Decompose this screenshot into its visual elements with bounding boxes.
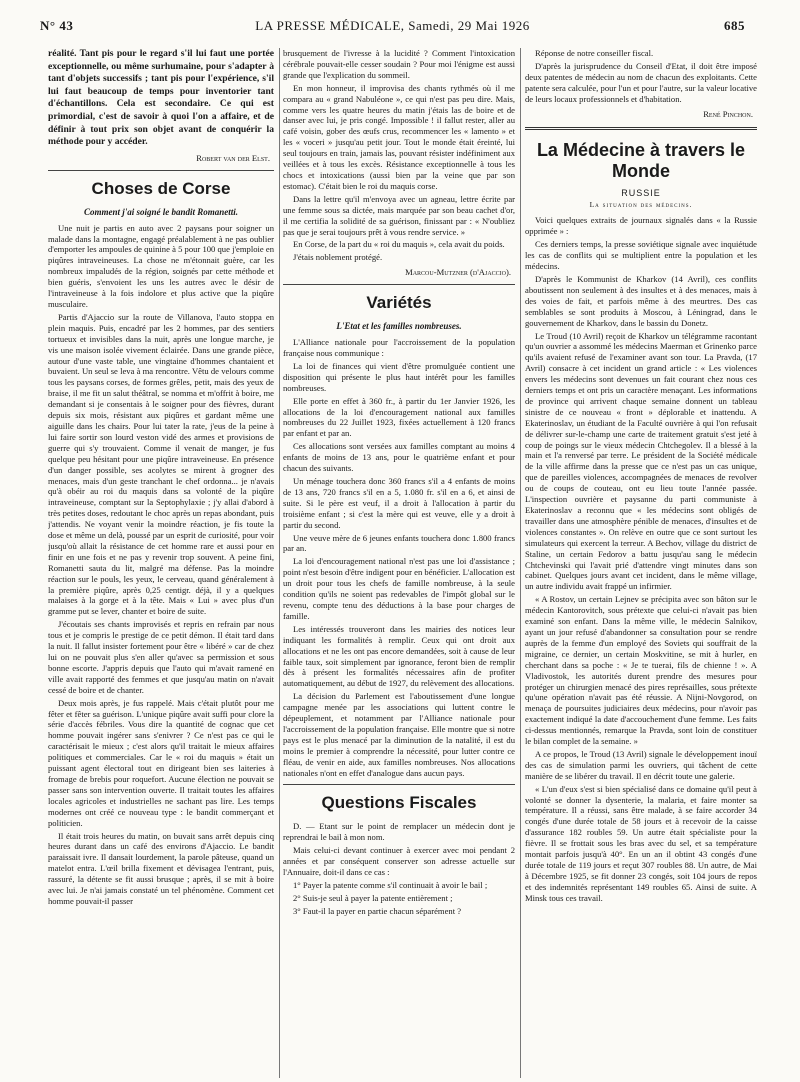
- paragraph: D'après le Kommunist de Kharkov (14 Avril), ces conflits aboutissent non seulement à des insultes et à des menaces, mais à des voies de fait, et parfois même à des meurtres. Des cas semblables se sont produits à Moscou, à Léningrad, dans le gouvernement de Kharkov, dans le bassin du Donetz.: [525, 273, 757, 328]
- column-divider: [279, 48, 280, 1078]
- section-title-medecine-monde: La Médecine à travers le Monde: [536, 140, 746, 182]
- paragraph: A ce propos, le Troud (13 Avril) signale le développement inouï des cas de simulation parmi les ouvriers, qui tâchent de cette manière de se libérer du travail. Il en décrit toute une galerie.: [525, 748, 757, 781]
- paragraph: « L'un d'eux s'est si bien spécialisé dans ce domaine qu'il peut à volonté se donner la dysenterie, la malaria, et faire monter sa température. Il a réussi, sans être malade, à se faire accorder 34 congés d'une durée totale de 58 jours et à recevoir de la caisse d'assurance 182 roubles 59. Un autre était spécialiste pour la fièvre. Il se frottait sous les bras avec du sel, et sa température montait parfois jusqu'à 40°. En un an il obtint 43 congés d'une durée totale de 119 jours et reçut 307 roubles 88. Un autre, de Mai à Décembre 1925, se fit donner 23 congés, soit 104 jours de repos et des indemnités représentant 149 roubles 65. Ainsi de suite. A Minsk tous ces travail.: [525, 783, 757, 903]
- column-divider: [520, 48, 521, 1078]
- paragraph: Réponse de notre conseiller fiscal.: [535, 48, 654, 58]
- issue-number: N° 43: [40, 18, 74, 33]
- signature: René Pinchon.: [703, 108, 753, 119]
- section-rule: [283, 284, 515, 285]
- paragraph: L'Alliance nationale pour l'accroissement de la population française nous communique :: [283, 337, 515, 359]
- paragraph: Une nuit je partis en auto avec 2 paysans pour soigner un malade dans la montagne, engagé préalablement à ne pas oublier d'emporter les ampoules de quinine à 5 pour 100 que j'emploie en piqûres intraveineuses. La chose ne m'étonnait guère, car les nombreux impaludés de la région, soignés par cette méthode et bien guéris, s'envoient les uns les autres avec le désir de l'intraveineuse à la fois indolore et plus active que la piqûre musculaire.: [48, 222, 274, 309]
- paragraph: Le Troud (10 Avril) reçoit de Kharkov un télégramme racontant qu'un ouvrier a assommé les médecins Maerman et Grinenko parce qu'ils avaient refusé de l'examiner avant son tour. La Pravda, (17 Avril) consacre à cet incident un grand article : « Les violences envers les médecins sont devenues un fait courant chez nous ces derniers temps et ont pris un caractère menaçant. Les informations de province qui arrivent chaque semaine donnent un tableau sinistre de ce nouveau « front » déplorable et inattendu. A Ekaterinoslav, un étudiant de la Faculté ouvrière à qui l'on refusait de délivrer sur-le-champ une carte de traitement gratuit s'est jeté à coup de poings sur le vieux médecin Chtchegolev. Il a blessé à la main et l'a renversé par terre. Le président de la Société médicale de la ville affirme dans la presse que ce n'est pas un cas unique, que de pareilles violences, accompagnées de menaces de revolver ou de coups de couteau, ont eu lieu toute l'année passée. L'inspection ouvrière et paysanne du parti communiste à Ekaterinoslav a reconnu que « les médecins sont obligés de travailler dans une atmosphère pénible de menaces, d'insultes et de violences constantes ». On relève en outre que ce sont surtout les simulateurs qui exercent la terreur. A Bechov, village du district de Staline, un certain Fedorov a battu jusqu'au sang le médecin Chtchevinski qui l'avait prié d'attendre vingt minutes dans son cabinet. Quelques jours avant cet incident, dans le même village, un autre individu avait frappé un infirmier.: [525, 330, 757, 592]
- section-rule: [283, 784, 515, 785]
- paragraph: 1° Payer la patente comme s'il continuait à avoir le bail ;: [293, 880, 488, 890]
- paragraph: J'étais noblement protégé.: [293, 252, 383, 263]
- paragraph: La loi d'encouragement national n'est pas une loi d'assistance ; point n'est besoin d'être indigent pour en bénéficier. L'allocation est un droit pour tous les chefs de famille nombreuse, à la seule condition qu'ils ne soient pas redevables de l'impôt global sur le revenu, compte tenu des déductions à la base pour charges de famille.: [283, 556, 515, 621]
- paragraph: La loi de finances qui vient d'être promulguée contient une disposition qui présente le plus haut intérêt pour les familles nombreuses.: [283, 360, 515, 393]
- intro-bold-text: réalité. Tant pis pour le regard s'il lui faut une portée exceptionnelle, ou même surhumaine, pour s'adapter à tant d'objets successifs ; tant pis pour l'expérience, s'il lui faut beaucoup de temps pour inventorier tant d'échantillons. Cela est secondaire. Ce qui est primordial, c'est de savoir à quoi l'on a affaire, et de définir à tout prix son objet avant de conquérir la méthode pour y accéder.: [48, 48, 274, 148]
- column-3: [525, 48, 757, 1078]
- paragraph: Les intéressés trouveront dans les mairies des notices leur indiquant les formalités à remplir. Ceux qui ont droit aux allocations et ne les ont pas encore demandées, soit à cause de leur faible taux, soit simplement par ignorance, feront bien de remplir dès à présent les formalités nécessaires afin de profiter automatiquement, au début de 1927, du relèvement des allocations.: [283, 623, 515, 689]
- paragraph: Ces allocations sont versées aux familles comptant au moins 4 enfants de moins de 13 ans, pour le quatrième enfant et pour chacun des suivants.: [283, 441, 515, 474]
- page-header: [40, 18, 745, 40]
- section-title-corse: Choses de Corse: [91, 178, 231, 198]
- paragraph: « A Rostov, un certain Lejnev se précipita avec son bâton sur le médecin Kantorovitch, sous prétexte que celui-ci n'avait pas bien examiné son enfant. Dans la même ville, le médecin Salnikov, ayant un jour refusé d'abandonner sa consultation pour se rendre auprès de la femme d'un employé des Soviets qui souffrait de la migraine, ce dernier, un certain Moskvitine, se mit à hurler, en cherchant dans sa poche : « Je te tuerai, fils de chienne ! ». A Vladivostok, les autorités durent prendre des mesures pour protéger un chirurgien menacé des pires représailles, sous prétexte qu'une opération n'avait pas été réussie. A Nijni-Novgorod, on menaça de poursuites judiciaires deux médecins, pour n'avoir pas exactement indiqué la date d'accouchement d'une femme. Les faits ci-dessus mentionnés, remarque la Pravda, sont loin de constituer le bilan complet de la semaine. »: [525, 594, 757, 747]
- signature: Marcou-Mutzner (d'Ajaccio).: [405, 267, 511, 278]
- paragraph: brusquement de l'ivresse à la lucidité ? Comment l'intoxication cérébrale pouvait-elle cesser soudain ? Pour moi l'énigme est aussi grande que l'explication du sommeil.: [283, 48, 515, 80]
- section-title-fiscales: Questions Fiscales: [321, 793, 477, 813]
- column-1: [48, 48, 274, 1078]
- page-number: 685: [724, 18, 745, 33]
- paragraph: En Corse, de la part du « roi du maquis », cela avait du poids.: [293, 239, 505, 250]
- paragraph: D. — Etant sur le point de remplacer un médecin dont je reprendrai le bail à mon nom.: [283, 821, 515, 843]
- article-subtitle: Comment j'ai soigné le bandit Romanetti.: [83, 206, 238, 217]
- journal-title: LA PRESSE MÉDICALE, Samedi, 29 Mai 1926: [255, 18, 530, 33]
- paragraph: La décision du Parlement est l'aboutissement d'une longue campagne menée par les associations qui luttent contre le dépeuplement, et notamment par l'Alliance nationale pour l'accroissement de la population française. Elle montre que si notre pays est le plus menacé par la diminution de la natalité, il est du moins le premier à comprendre la nécessité, pour lutter contre ce fléau, de venir en aide, aux familles nombreuses. Nos allocations nationales n'ont en effet d'analogue dans aucun pays.: [283, 691, 515, 778]
- column-2: [283, 48, 515, 1078]
- paragraph: En mon honneur, il improvisa des chants rythmés où il me compara au « grand Nabuléone », ce qui n'est pas peu dire. Mais, comme vers les quatre heures du matin j'étais las de boire et de danser avec lui, je pris congé. Impossible ! il fallut rester, aller au café voisin, gober des œufs crus, recommencer les « lamento » et les « voceri » jusqu'au petit jour. Tout le monde était éreinté, lui seul toujours en train, jamais las, pouvant résister indéfiniment aux veillées et à tous les excès. Résistance exceptionnelle à tous les chocs et intoxications (aussi bien par la veine que par son estomac). C'était bien le roi du maquis corse.: [283, 82, 515, 191]
- paragraph: D'après la jurisprudence du Conseil d'Etat, il doit être imposé deux patentes de médecin au nom de chacun des exploitants. Cette patente sera calculée, pour l'un et pour l'autre, sur la valeur locative de leurs locaux professionnels et d'habitation.: [525, 60, 757, 104]
- paragraph: Dans la lettre qu'il m'envoya avec un agneau, lettre écrite par une femme sous sa dictée, mais marquée par son beau cachet d'or, il me certifia la solidité de sa guérison, finissant par : « N'oubliez pas que je serai toujours prêt à vous rendre service. »: [283, 193, 515, 237]
- paragraph: Deux mois après, je fus rappelé. Mais c'était plutôt pour me fêter et fêter sa guérison. L'unique piqûre avait suffi pour clore la série d'accès fébriles. Vous dire la quantité de cognac que cet homme pouvait ingérer sans s'enivrer ? Ce n'est pas ce qui le caractérisait le mieux ; c'est alors qu'il traitait le mieux affaires politiques et commerciales. Car le « roi du maquis » était un puissant agent électoral tout en dirigeant bien ses laiteries à fromage de brebis pour roquefort. Aucune élection ne pouvait se passer sans son intervention ouverte. Il traitait toutes les affaires locales agricoles et industrielles ne sachant pas lire. Les temps modernes ont créé ce nouveau type : le bandit commerçant et politicien.: [48, 697, 274, 828]
- paragraph: 2° Suis-je seul à payer la patente entièrement ;: [293, 892, 453, 903]
- paragraph: 3° Faut-il la payer en partie chacun séparément ?: [293, 905, 462, 916]
- paragraph: Partis d'Ajaccio sur la route de Villanova, l'auto stoppa en plein maquis. Puis, encadré par les 2 hommes, par des sentiers tortueux et invisibles dans la nuit, après une longue marche, je vis une maison isolée vivement éclairée. Dans une grande pièce, autour d'une vaste table, une vingtaine d'hommes chantaient et buvaient. Un seul se leva à ma rencontre. Vêtu de velours comme tous les paysans corses, de formes grêles, petit, mais des yeux de braise, il me fit un salut théâtral, se nomma et m'offrit à boire, me demandant si je consentais à le soigner pour des fièvres, durant depuis six mois, résistant aux piqûres et gardant même une aiguille dans les chairs. Pour lui tater la rate, j'eus de la peine à lui faire sortir son lourd veston vidé des armes et provisions de guerre qui s'y trouvaient. Comme il venait de manger, je fus quelque peu hésitant pour une piqûre intraveineuse. En présence d'un danger possible, ses acolytes se mirent à grogner des menaces, mais d'un geste tranchant le chef ordonna... je n'avais qu'à obéir au roi du maquis dans sa volonté de la piqûre intraveineuse, comptant sur la Septophylaxie ; j'y allai d'abord à très petites doses, redoutant le choc après un repas abondant, puis j'attendis. Ne voyant venir la moindre réaction, je fis toute la dose et même un delà, poussé par un esprit de curiosité, pour voir jusqu'où allait la résistance de cet homme rare et aussi pour en finir en une fois et ne pas y revenir trop souvent. A peine fini, Romanetti sauta du lit, malgré ma défense. Pas la moindre réaction sur le pouls, les yeux, le cerveau, quand généralement à la première piqûre, après 0,25 centigr. déjà, il y a quelques malaises à la gorge et à la tête. Mais « Lui » avec plus d'un gramme put se lever, chanter et boire de suite.: [48, 311, 274, 617]
- paragraph: Un ménage touchera donc 360 francs s'il a 4 enfants de moins de 13 ans, 720 francs s'il en a 5, 1.080 fr. s'il en a 6, et ainsi de suite. Si le père est veuf, il a droit à l'allocation à partir du troisième enfant ; si c'est la mère qui est veuve, elle y a droit à partir du second.: [283, 476, 515, 530]
- section-rule: [48, 170, 274, 171]
- article-subtitle: L'Etat et les familles nombreuses.: [336, 321, 462, 332]
- paragraph: Mais celui-ci devant continuer à exercer avec moi pendant 2 années et par conséquent conserver son adresse actuelle sur l'Annuaire, doit-il dans ce cas :: [283, 845, 515, 878]
- paragraph: J'écoutais ses chants improvisés et repris en refrain par nous tous et je compris le prestige de ce petit démon. Il était tard dans la nuit. Il fallut insister fortement pour être « libéré » car de chez lui on ne pouvait plus s'en aller qu'avec sa permission et sous bonne escorte. J'appris depuis que l'auto qui m'avait ramené en ville avait rapporté des femmes et que jusqu'au matin on n'avait cessé de boire et de chanter.: [48, 619, 274, 695]
- section-title-varietes: Variétés: [366, 293, 432, 313]
- subsection-heading: La situation des médecins.: [589, 200, 693, 210]
- paragraph: Ces derniers temps, la presse soviétique signale avec inquiétude les cas de conflits qui se multiplient entre la population et les médecins.: [525, 239, 757, 272]
- paragraph: Une veuve mère de 6 jeunes enfants touchera donc 1.800 francs par an.: [283, 532, 515, 554]
- section-rule: [525, 127, 757, 130]
- paragraph: Il était trois heures du matin, on buvait sans arrêt depuis cinq heures durant dans un café des environs d'Ajaccio. Le bandit paraissait ivre. Il dansait lourdement, la parole pâteuse, quand un matelot entra. L'œil brilla fixement et dévisagea l'entrant, puis, rassuré, la détente se fit aussi brusque ; après, il se mit à boire avec lui. Je n'ai jamais constaté un tel phénomène. Comment cet homme pouvait-il passer: [48, 830, 274, 906]
- paragraph: Elle porte en effet à 360 fr., à partir du 1er Janvier 1926, les allocations de la loi d'encouragement national aux familles nombreuses du 22 Juillet 1923, fixées actuellement à 120 francs par enfant et par an.: [283, 395, 515, 439]
- country-heading: RUSSIE: [621, 188, 661, 199]
- paragraph: Voici quelques extraits de journaux signalés dans « la Russie opprimée » :: [525, 215, 757, 237]
- signature: Robert van der Elst.: [196, 152, 270, 163]
